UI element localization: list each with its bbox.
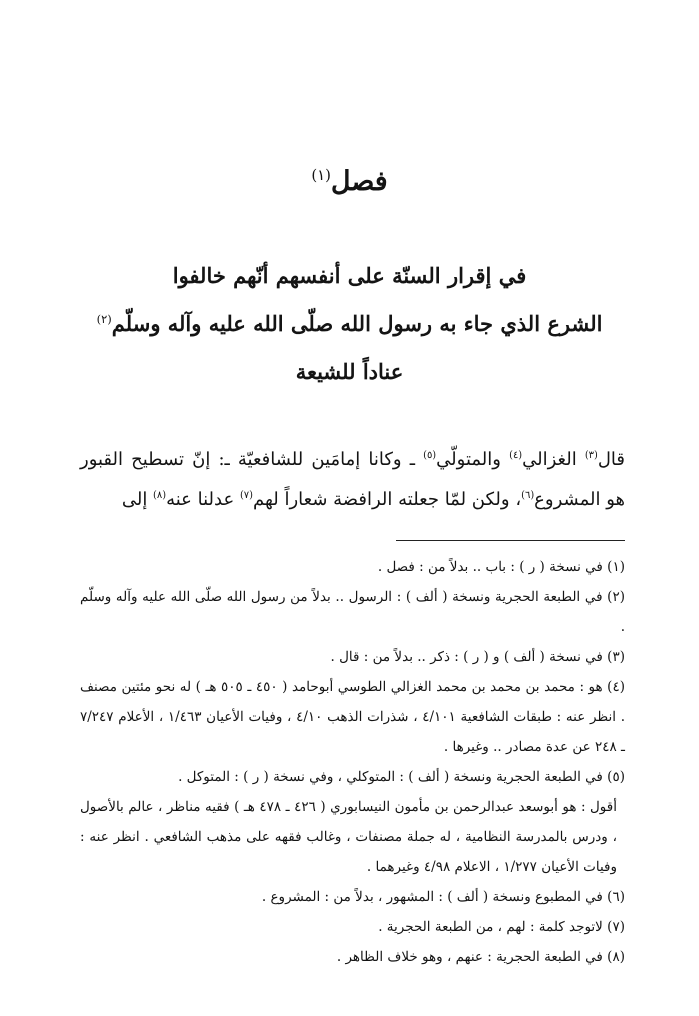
footnote-3 — [80, 642, 625, 672]
footnote-number: (٤) — [607, 679, 625, 695]
footnote-ref: (٥) — [423, 450, 437, 461]
footnote-text: في المطبوع ونسخة ( ألف ) : المشهور ، بدلاً من : المشروع . — [261, 889, 603, 905]
footnotes — [80, 552, 625, 972]
footnote-text: لاتوجد كلمة : لهم ، من الطبعة الحجرية . — [378, 919, 603, 935]
footnote-2 — [80, 582, 625, 642]
footnote-6 — [80, 882, 625, 912]
body-text-segment: والمتولّي — [436, 449, 510, 470]
body-text-segment: الغزالي — [522, 449, 585, 470]
footnote-ref: (١) — [311, 166, 331, 184]
section-title — [0, 166, 699, 197]
chapter-heading — [60, 252, 639, 396]
footnote-text: في الطبعة الحجرية ونسخة ( ألف ) : الرسول .. بدلاً من رسول الله صلّى الله عليه وآله وسلّم . — [80, 589, 625, 635]
footnote-ref: (٢) — [96, 312, 112, 326]
heading-line-3: عناداً للشيعة — [295, 359, 404, 384]
footnote-number: (١) — [607, 559, 625, 575]
footnote-1 — [80, 552, 625, 582]
footnote-ref: (٦) — [521, 490, 535, 501]
footnote-ref: (٨) — [153, 490, 167, 501]
body-text-segment: قال — [597, 449, 626, 470]
footnote-7 — [80, 912, 625, 942]
footnote-8 — [80, 942, 625, 972]
footnote-ref: (٧) — [239, 490, 253, 501]
footnote-text: في الطبعة الحجرية : عنهم ، وهو خلاف الظاهر . — [336, 949, 603, 965]
body-text-segment: عدلنا عنه — [166, 489, 240, 510]
footnote-ref: (٤) — [509, 450, 523, 461]
footnote-number: (٨) — [607, 949, 625, 965]
footnote-5 — [80, 762, 625, 792]
footnote-number: (٦) — [607, 889, 625, 905]
body-paragraph — [80, 440, 625, 520]
footnote-text: في نسخة ( ر ) : باب .. بدلاً من : فصل . — [377, 559, 603, 575]
footnote-4 — [80, 672, 625, 762]
body-text-segment: إلى — [121, 489, 154, 510]
footnote-number: (٢) — [607, 589, 625, 605]
footnote-5-continuation — [80, 792, 625, 882]
heading-line-1: في إقرار السنّة على أنفسهم أنّهم خالفوا — [172, 263, 527, 288]
footnote-divider — [396, 540, 625, 541]
section-title-text: فصل — [330, 166, 388, 197]
heading-line-2-text: الشرع الذي جاء به رسول الله صلّى الله عليه وآله وسلّم — [111, 311, 603, 336]
footnote-text: في الطبعة الحجرية ونسخة ( ألف ) : المتوكلي ، وفي نسخة ( ر ) : المتوكل . — [178, 769, 603, 785]
footnote-ref: (٣) — [584, 450, 598, 461]
footnote-text: في نسخة ( ألف ) و ( ر ) : ذكر .. بدلاً من : قال . — [330, 649, 603, 665]
footnote-text: هو : محمد بن محمد بن محمد الغزالي الطوسي أبوحامد ( ٤٥٠ ـ ٥٠٥ هـ ) له نحو مئتين مصنف . انظر عنه : طبقات الشافعية ٤/١٠١ ، شذرات الذهب ٤/١٠ ، وفيات الأعيان ١/٤٦٣ ، الأعلام ٧/٢٤٧ ـ ٢٤٨ عن عدة مصادر .. وغيرها . — [80, 679, 625, 755]
footnote-number: (٣) — [607, 649, 625, 665]
footnote-text: أقول : هو أبوسعد عبدالرحمن بن مأمون النيسابوري ( ٤٢٦ ـ ٤٧٨ هـ ) فقيه مناظر ، عالم بالأصول ، ودرس بالمدرسة النظامية ، له جملة مصنفات ، وغالب فقهه على مذهب الشافعي . انظر عنه : وفيات الأعيان ١/٢٧٧ ، الاعلام ٤/٩٨ وغيرهما . — [80, 799, 617, 875]
heading-line-2 — [60, 300, 639, 348]
footnote-number: (٥) — [607, 769, 625, 785]
footnote-number: (٧) — [607, 919, 625, 935]
body-text-segment: ، ولكن لمّا جعلته الرافضة شعاراً لهم — [252, 489, 522, 510]
body-text-segment: ـ وكانا إمامَين للشافعيّة ـ: إنّ تسطيح القبور هو المشروع — [80, 449, 625, 510]
